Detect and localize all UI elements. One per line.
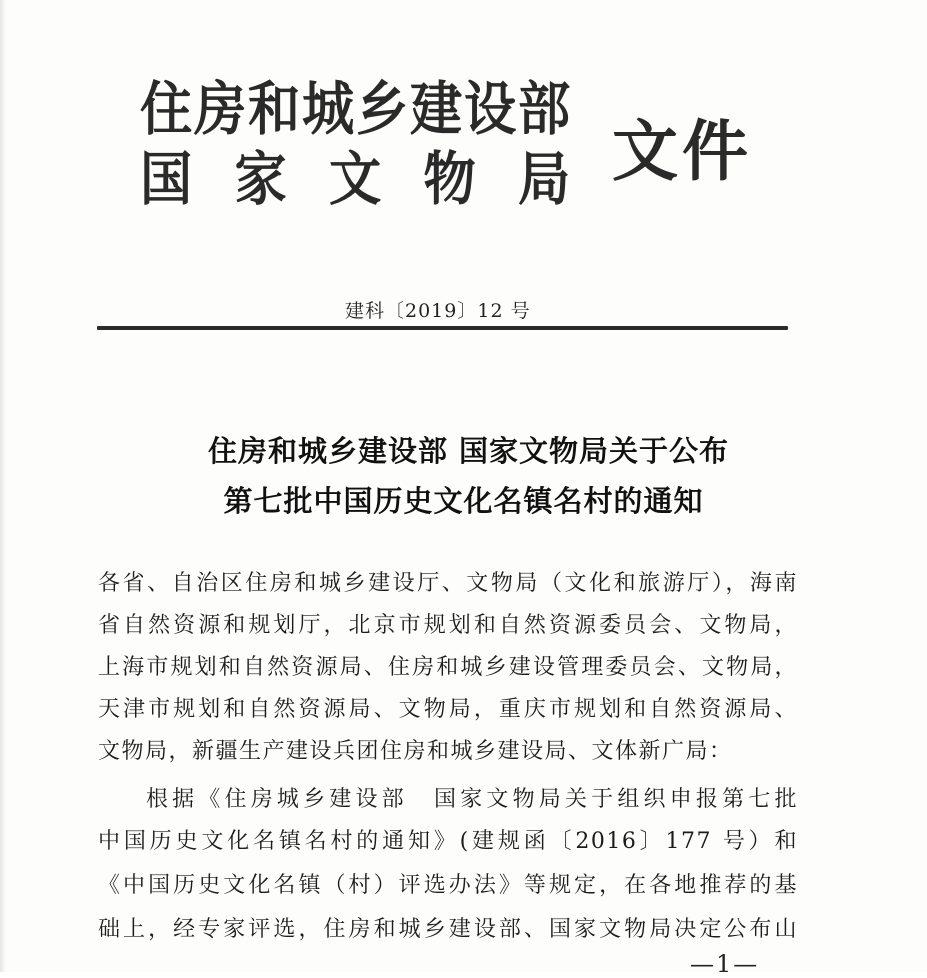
body-line-7: 中国历史文化名镇名村的通知》(建规函〔2016〕177 号）和	[98, 829, 798, 854]
body-line-2: 省自然资源和规划厅，北京市规划和自然资源委员会、文物局，	[98, 613, 798, 638]
notice-title-line-1: 住房和城乡建设部 国家文物局关于公布	[207, 434, 730, 468]
header-divider-rule	[97, 326, 788, 330]
body-line-8: 《中国历史文化名镇（村）评选办法》等规定，在各地推荐的基	[98, 873, 798, 898]
issuer-ministry-housing: 住房和城乡建设部	[140, 75, 573, 143]
page-number: —1—	[690, 950, 760, 978]
document-type-label: 文件	[612, 112, 752, 190]
body-line-4: 天津市规划和自然资源局、文物局，重庆市规划和自然资源局、	[98, 697, 798, 722]
body-line-1: 各省、自治区住房和城乡建设厅、文物局（文化和旅游厅），海南	[98, 571, 798, 596]
notice-title-line-2: 第七批中国历史文化名镇名村的通知	[223, 484, 704, 518]
body-line-5: 文物局，新疆生产建设兵团住房和城乡建设局、文体新广局：	[98, 739, 733, 764]
body-line-6: 根据《住房城乡建设部 国家文物局关于组织申报第七批	[146, 787, 798, 812]
document-number: 建科〔2019〕12 号	[345, 300, 531, 322]
issuer-cultural-heritage: 国家文物局	[140, 145, 613, 213]
body-line-3: 上海市规划和自然资源局、住房和城乡建设管理委员会、文物局，	[98, 655, 798, 680]
body-line-9: 础上，经专家评选，住房和城乡建设部、国家文物局决定公布山	[98, 917, 798, 942]
